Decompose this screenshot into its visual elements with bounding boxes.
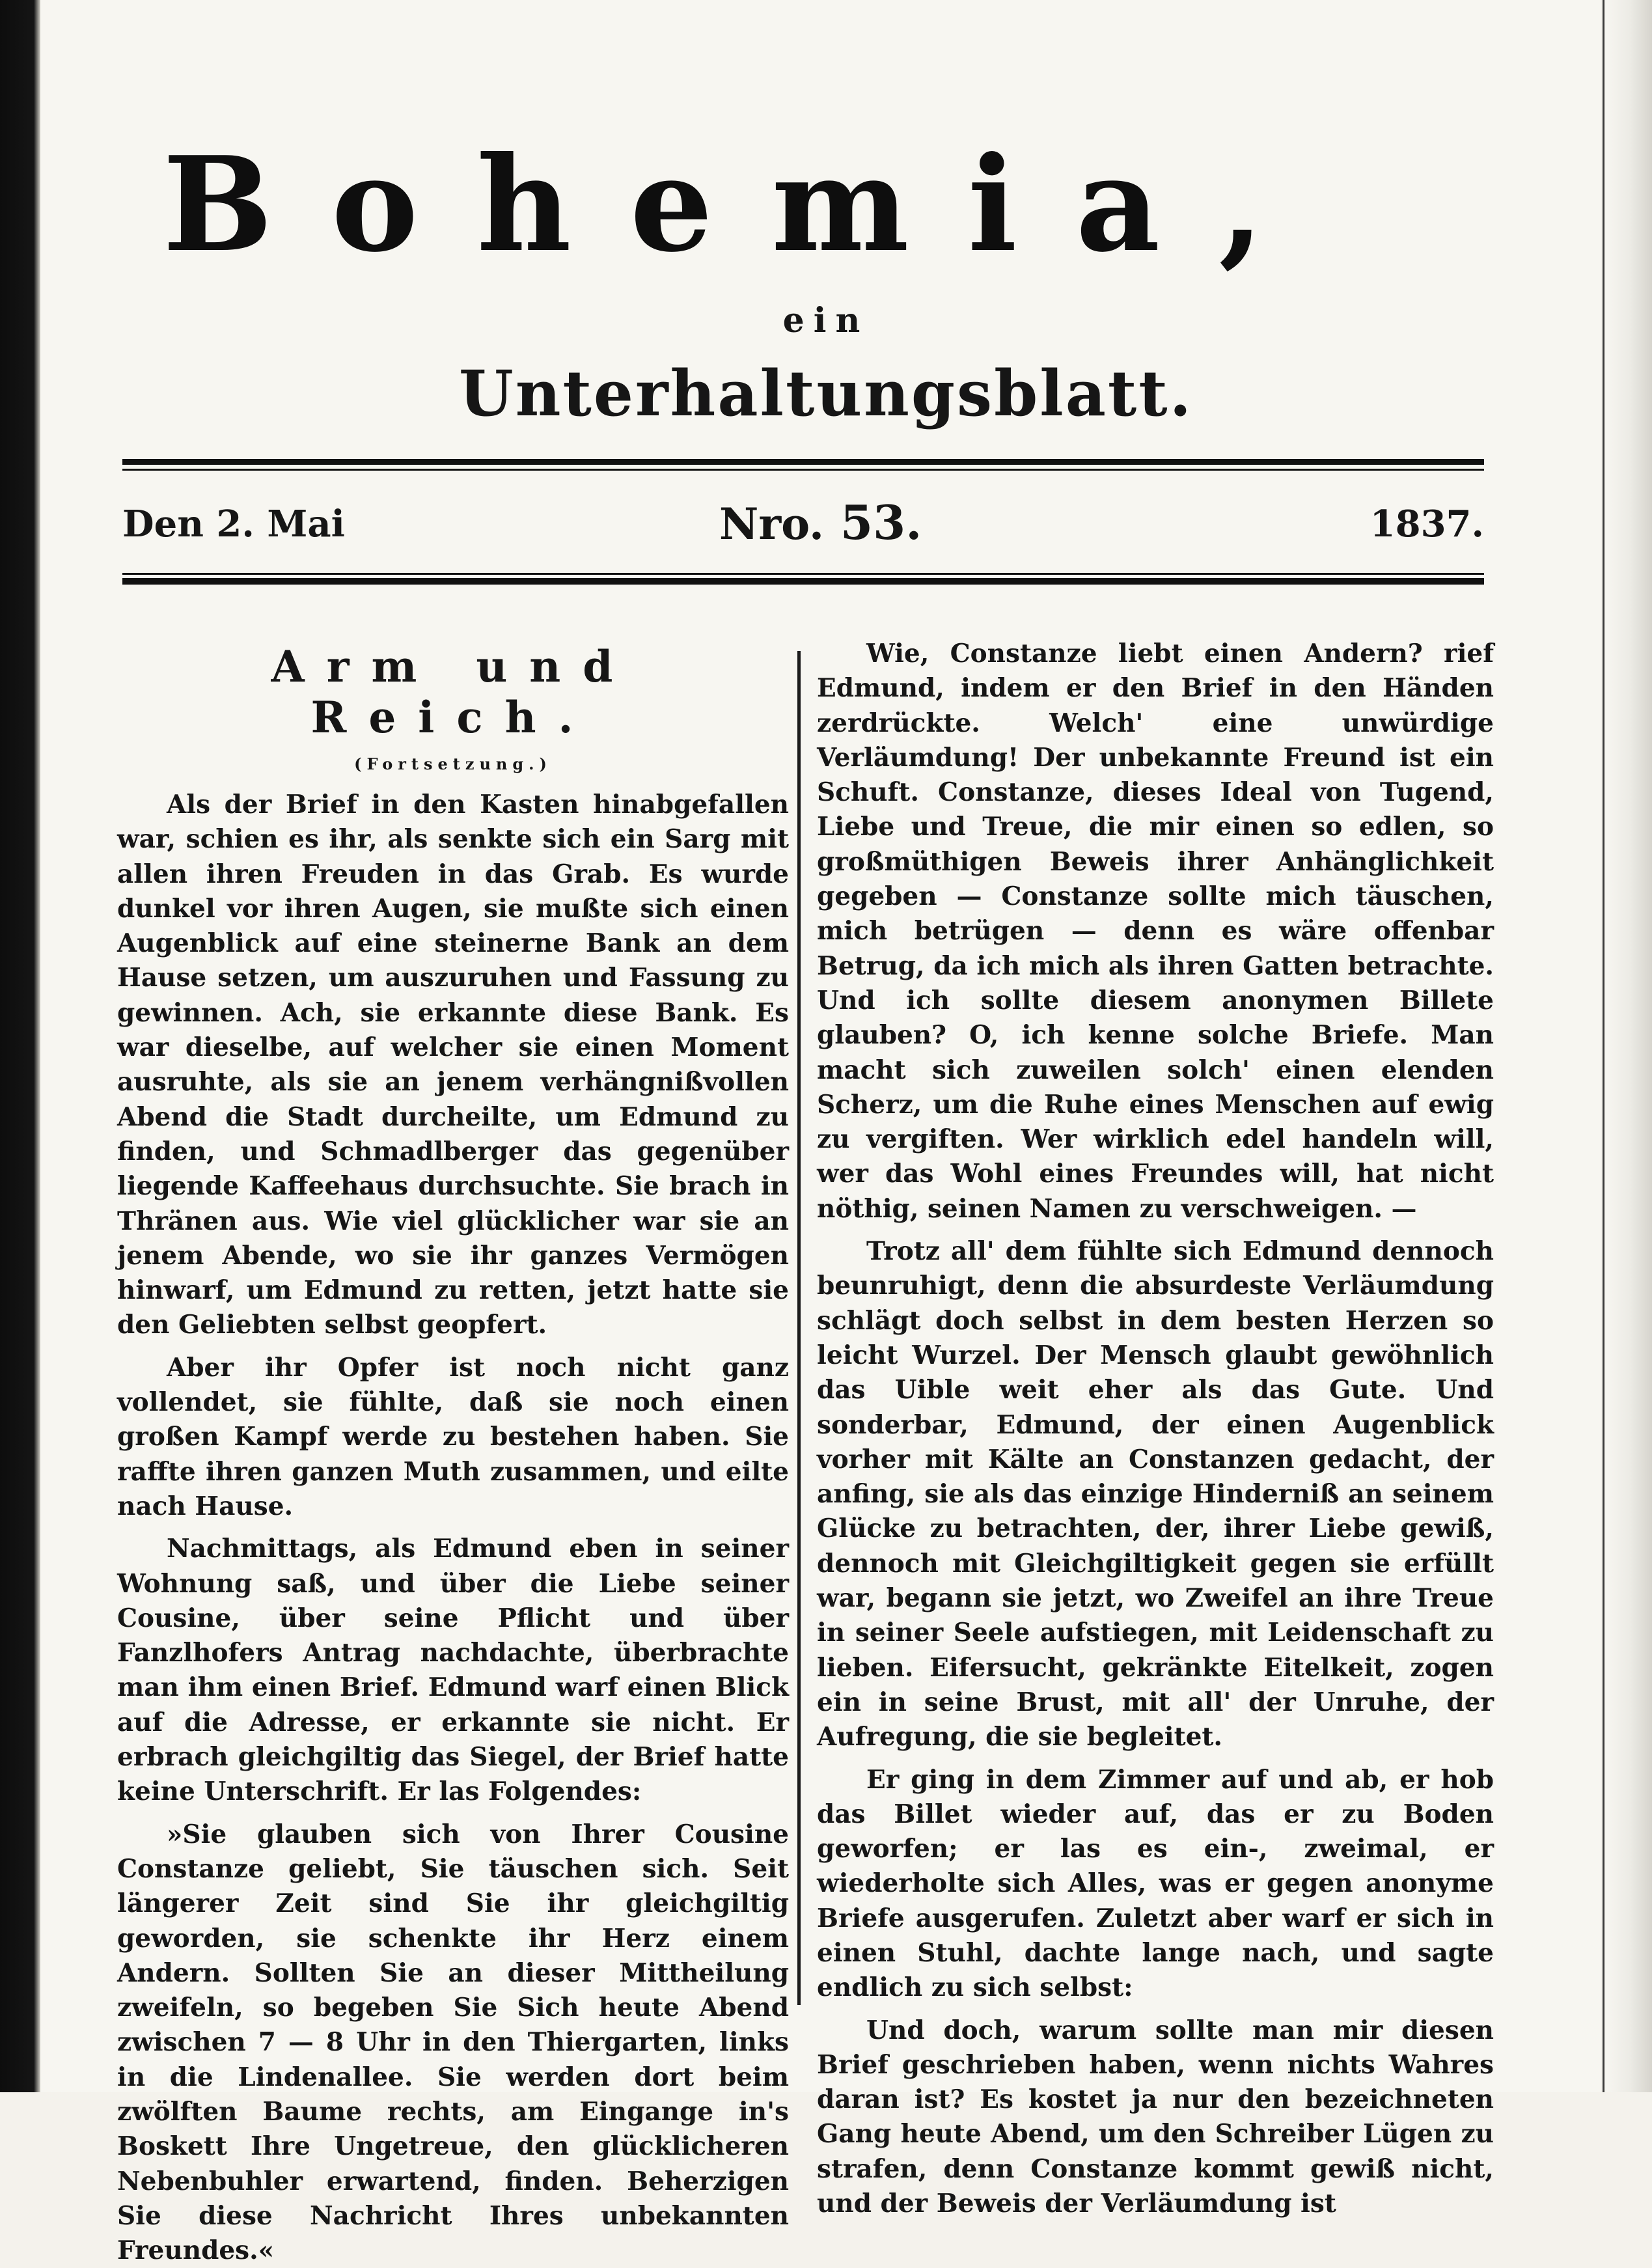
right-column [817, 637, 1494, 2221]
article-subtitle: (Fortsetzung.) [354, 754, 552, 773]
left-column [117, 628, 789, 2268]
masthead-ein: ein [782, 301, 870, 340]
issue-date: Den 2. Mai [122, 503, 345, 546]
issue-number-value: 53. [840, 495, 922, 550]
column-divider [797, 651, 801, 2005]
article-paragraph: Wie, Constanze liebt einen Andern? rief Edmund, indem er den Brief in den Händen zerdrückte. Welch' eine unwürdige Verläumdung! Der unbekannte Freund ist ein Schuft. Constanze, dieses Ideal von Tugend, Liebe und Treue, die mir einen so edlen, so großmüthigen Beweis ihrer Anhänglichkeit gegeben — Constanze sollte mich täuschen, mich betrügen — denn es wäre offenbar Betrug, da ich mich als ihren Gatten betrachte. Und ich sollte diesem anonymen Billete glauben? O, ich kenne solche Briefe. Man macht sich zuweilen solch' einen elenden Scherz, um die Ruhe eines Menschen auf ewig zu vergiften. Wer wirklich edel handeln will, wer das Wohl eines Freundes will, hat nicht nöthig, seinen Namen zu verschweigen. — [817, 639, 1494, 1224]
issue-year: 1837. [1370, 503, 1484, 546]
article-paragraph: Aber ihr Opfer ist noch nicht ganz vollendet, sie fühlte, daß sie noch einen großen Kampf werde zu bestehen haben. Sie raffte ihren ganzen Muth zusammen, und eilte nach Hause. [117, 1352, 789, 1521]
article-paragraph: Er ging in dem Zimmer auf und ab, er hob das Billet wieder auf, das er zu Boden geworfen; er las es ein-, zweimal, er wiederholte sich Alles, was er gegen anonyme Briefe ausgerufen. Zuletzt aber warf er sich in einen Stuhl, dachte lange nach, und sagte endlich zu sich selbst: [817, 1764, 1494, 2003]
masthead-rule-thick [122, 459, 1484, 465]
dateline-rule-thick [122, 578, 1484, 585]
article-paragraph: Und doch, warum sollte man mir diesen Brief geschrieben haben, wenn nichts Wahres daran ist? Es kostet ja nur den bezeichneten Gang heute Abend, um den Schreiber Lügen zu strafen, denn Constanze kommt gewiß nicht, und der Beweis der Verläumdung ist [817, 2015, 1494, 2219]
masthead-subtitle: Unterhaltungsblatt. [459, 357, 1193, 430]
masthead-title: Bohemia, [163, 128, 1323, 281]
article-paragraph: Trotz all' dem fühlte sich Edmund dennoch beunruhigt, denn die absurdeste Verläumdung schlägt doch selbst in dem besten Herzen so leicht Wurzel. Der Mensch glaubt gewöhnlich das Uible weit eher als das Gute. Und sonderbar, Edmund, der einen Augenblick vorher mit Kälte an Constanzen gedacht, der anfing, sie als das einzige Hinderniß an seinem Glücke zu betrachten, der, ihrer Liebe gewiß, dennoch mit Gleichgiltigkeit gegen sie erfüllt war, begann sie jetzt, wo Zweifel an ihre Treue in seiner Seele aufstiegen, mit Leidenschaft zu lieben. Eifersucht, gekränkte Eitelkeit, zogen ein in seine Brust, mit all' der Unruhe, der Aufregung, die sie begleitet. [817, 1236, 1494, 1752]
article-paragraph: »Sie glauben sich von Ihrer Cousine Constanze geliebt, Sie täuschen sich. Seit längerer Zeit sind Sie ihr gleichgiltig geworden, sie schenkte ihr Herz einem Andern. Sollten Sie an dieser Mittheilung zweifeln, so begeben Sie Sich heute Abend zwischen 7 — 8 Uhr in den Thiergarten, links in die Lindenallee. Sie werden dort beim zwölften Baume rechts, am Eingange in's Boskett Ihre Ungetreue, den glücklicheren Nebenbuhler erwartend, finden. Beherzigen Sie diese Nachricht Ihres unbekannten Freundes.« [117, 1819, 789, 2266]
article-title: Arm und Reich. [271, 641, 635, 743]
article-paragraph: Nachmittags, als Edmund eben in seiner Wohnung saß, und über die Liebe seiner Cousine, über seine Pflicht und über Fanzlhofers Antrag nachdachte, überbrachte man ihm einen Brief. Edmund warf einen Blick auf die Adresse, er erkannte sie nicht. Er erbrach gleichgiltig das Siegel, der Brief hatte keine Unterschrift. Er las Folgendes: [117, 1534, 789, 1807]
dateline-rule-thin [122, 573, 1484, 575]
issue-number-prefix: Nro. [719, 499, 824, 549]
article-paragraph: Als der Brief in den Kasten hinabgefallen war, schien es ihr, als senkte sich ein Sarg mit allen ihren Freuden in das Grab. Es wurde dunkel vor ihren Augen, sie mußte sich einen Augenblick auf eine steinerne Bank an dem Hause setzen, um auszuruhen und Fassung zu gewinnen. Ach, sie erkannte diese Bank. Es war dieselbe, auf welcher sie einen Moment ausruhte, als sie an jenem verhängnißvollen Abend die Stadt durcheilte, um Edmund zu finden, und Schmadlberger das gegenüber liegende Kaffeehaus durchsuchte. Sie brach in Thränen aus. Wie viel glücklicher war sie an jenem Abende, wo sie ihr ganzes Vermögen hinwarf, um Edmund zu retten, jetzt hatte sie den Geliebten selbst geopfert. [117, 790, 789, 1340]
masthead-rule-thin [122, 469, 1484, 471]
issue-number [719, 495, 922, 550]
